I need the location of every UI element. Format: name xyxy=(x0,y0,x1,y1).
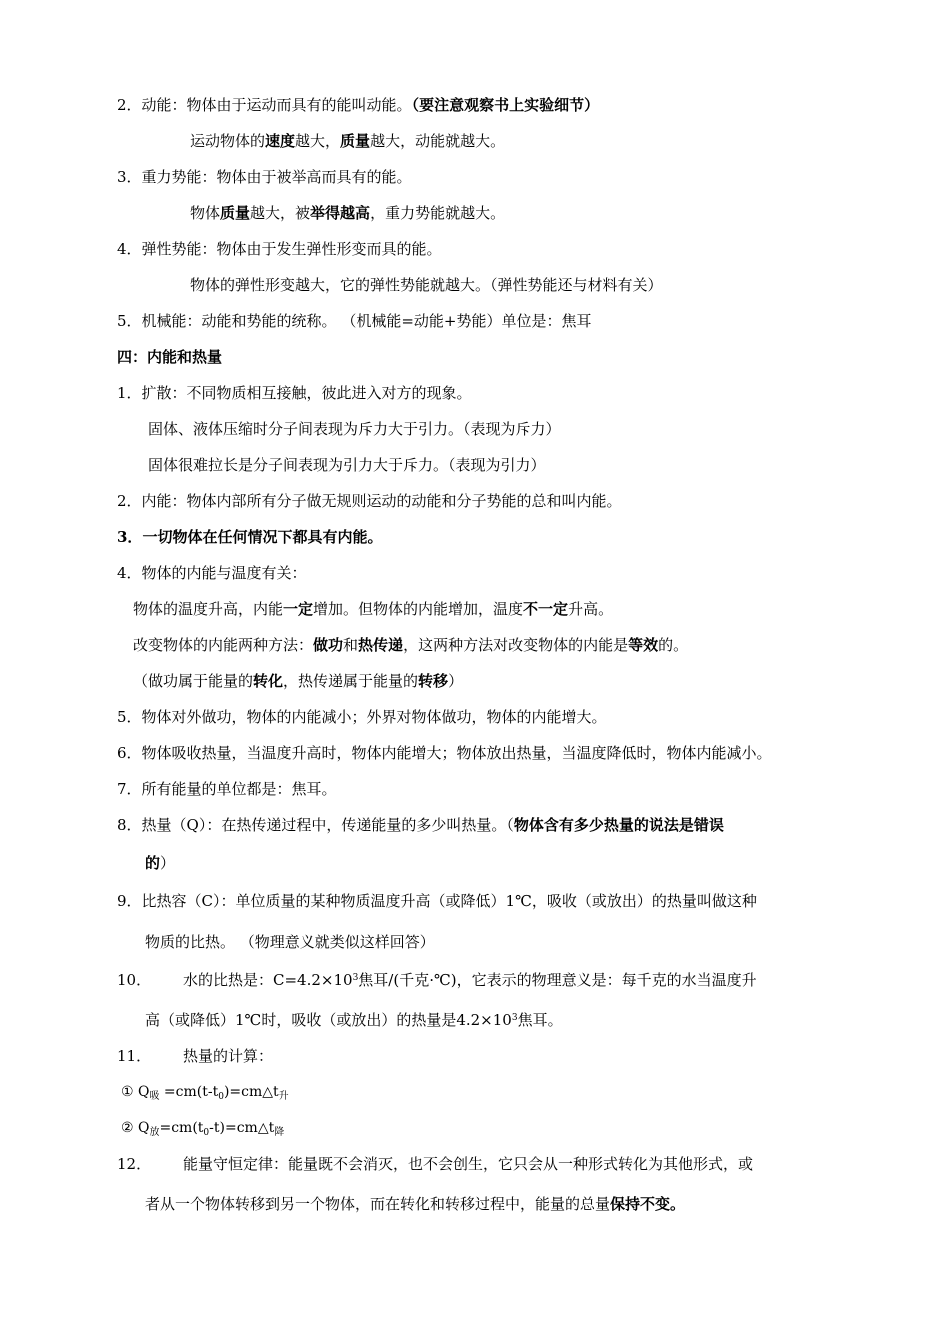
diffusion-attraction: 固体很难拉长是分子间表现为引力大于斥力。（表现为引力） xyxy=(148,456,546,474)
item-specific-heat: 9．比热容（C）：单位质量的某种物质温度升高（或降低）1℃，吸收（或放出）的热量叫做这种 xyxy=(117,892,757,910)
item-mechanical-energy: 5．机械能：动能和势能的统称。 （机械能=动能+势能）单位是：焦耳 xyxy=(117,312,592,330)
gravitational-potential-detail: 物体质量越大，被举得越高，重力势能就越大。 xyxy=(190,204,506,222)
formula-release: ② $Q_放=cm(t_0-t)=cm\triangle t_降$ xyxy=(121,1120,285,1138)
item-gravitational-potential: 3．重力势能：物体由于被举高而具有的能。 xyxy=(117,168,412,186)
item-work: 5．物体对外做功，物体的内能减小；外界对物体做功，物体的内能增大。 xyxy=(117,708,607,726)
item-heat-cont: 的） xyxy=(145,854,176,872)
formula-absorb: ① $Q_吸$ $=cm(t-t_0)=cm\triangle t_升$ xyxy=(121,1084,289,1102)
kinetic-energy-detail: 运动物体的速度越大，质量越大，动能就越大。 xyxy=(190,132,506,150)
item-water-specific-heat: 10． 水的比热是：$C=4.2\times 10^3$焦耳/(千克·℃)，它表示的物理意义是：每千克的水当温度升 xyxy=(117,971,757,989)
item-conservation-cont: 者从一个物体转移到另一个物体，而在转化和转移过程中，能量的总量保持不变。 xyxy=(145,1195,686,1213)
item-water-specific-heat-cont: 高（或降低）1℃时，吸收（或放出）的热量是$4.2\times 10^3$焦耳。 xyxy=(145,1011,563,1029)
item-heat: 8．热量（Q）：在热传递过程中，传递能量的多少叫热量。（物体含有多少热量的说法是错误 xyxy=(117,816,724,834)
temperature-detail: 物体的温度升高，内能一定增加。但物体的内能增加，温度不一定升高。 xyxy=(133,600,614,618)
elastic-potential-detail: 物体的弹性形变越大，它的弹性势能就越大。（弹性势能还与材料有关） xyxy=(190,276,663,294)
item-unit: 7．所有能量的单位都是：焦耳。 xyxy=(117,780,337,798)
section-heading: 四：内能和热量 xyxy=(117,348,223,366)
item-kinetic-energy: 2．动能：物体由于运动而具有的能叫动能。（要注意观察书上实验细节） xyxy=(117,96,600,114)
item-elastic-potential: 4．弹性势能：物体由于发生弹性形变而具的能。 xyxy=(117,240,442,258)
item-internal-energy: 2．内能：物体内部所有分子做无规则运动的动能和分子势能的总和叫内能。 xyxy=(117,492,622,510)
diffusion-repulsion: 固体、液体压缩时分子间表现为斥力大于引力。（表现为斥力） xyxy=(148,420,561,438)
change-methods-note: （做功属于能量的转化，热传递属于能量的转移） xyxy=(133,672,464,690)
item-conservation: 12． 能量守恒定律：能量既不会消灭，也不会创生，它只会从一种形式转化为其他形式，或 xyxy=(117,1155,754,1173)
change-methods: 改变物体的内能两种方法：做功和热传递，这两种方法对改变物体的内能是等效的。 xyxy=(133,636,689,654)
item-temperature: 4．物体的内能与温度有关： xyxy=(117,564,307,582)
item-all-objects: 3．一切物体在任何情况下都具有内能。 xyxy=(117,528,383,546)
item-diffusion: 1．扩散：不同物质相互接触，彼此进入对方的现象。 xyxy=(117,384,472,402)
item-heat-absorb: 6．物体吸收热量，当温度升高时，物体内能增大；物体放出热量，当温度降低时，物体内能减小。 xyxy=(117,744,772,762)
item-specific-heat-cont: 物质的比热。 （物理意义就类似这样回答） xyxy=(145,933,435,951)
item-heat-calc: 11． 热量的计算： xyxy=(117,1047,274,1065)
